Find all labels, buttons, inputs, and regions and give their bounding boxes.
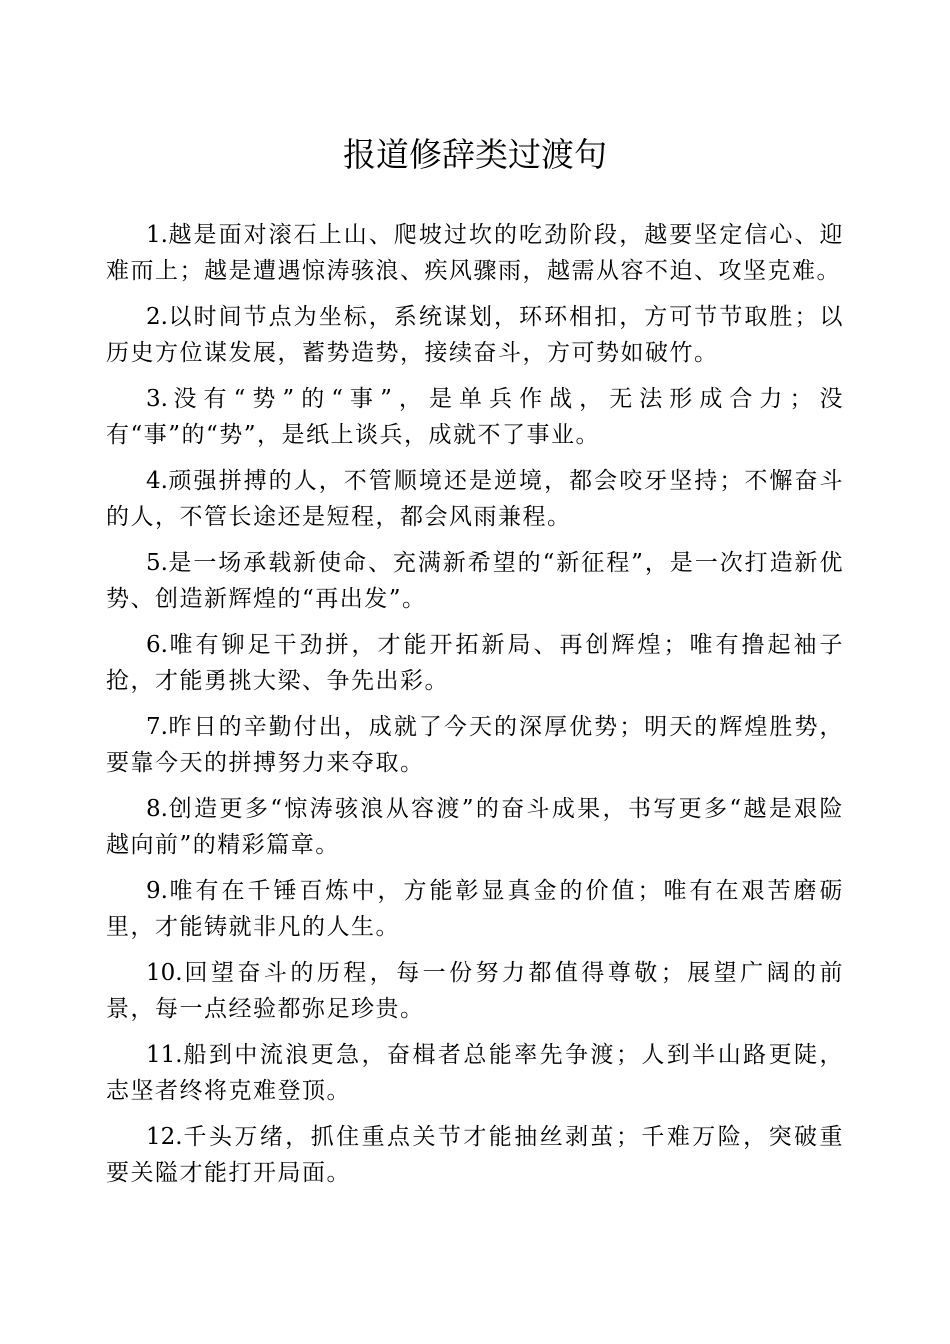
list-item (106, 709, 844, 781)
item-number: 7. (146, 714, 168, 740)
item-number: 9. (146, 878, 168, 904)
item-number: 4. (146, 468, 168, 494)
item-number: 11. (146, 1042, 183, 1068)
item-number: 10. (146, 960, 183, 986)
item-text: 唯有在千锤百炼中，方能彰显真金的价值；唯有在艰苦磨砺里，才能铸就非凡的人生。 (106, 878, 844, 940)
item-number: 1. (146, 222, 168, 248)
list-item (106, 1037, 844, 1109)
item-number: 6. (146, 632, 168, 658)
item-text: 越是面对滚石上山、爬坡过坎的吃劲阶段，越要坚定信心、迎难而上；越是遭遇惊涛骇浪、疾风骤雨，越需从容不迫、攻坚克难。 (106, 222, 844, 284)
item-text: 回望奋斗的历程，每一份努力都值得尊敬；展望广阔的前景，每一点经验都弥足珍贵。 (106, 960, 844, 1022)
list-item (106, 791, 844, 863)
list-item (106, 1119, 844, 1191)
item-text: 创造更多“惊涛骇浪从容渡”的奋斗成果，书写更多“越是艰险越向前”的精彩篇章。 (106, 796, 844, 858)
list-item (106, 299, 844, 371)
list-item (106, 463, 844, 535)
page-title: 报道修辞类过渡句 (343, 135, 607, 174)
list-item (106, 381, 844, 453)
item-text: 船到中流浪更急，奋楫者总能率先争渡；人到半山路更陡，志坚者终将克难登顶。 (106, 1042, 844, 1104)
item-number: 5. (146, 550, 168, 576)
list-item (106, 627, 844, 699)
item-text: 以时间节点为坐标，系统谋划，环环相扣，方可节节取胜；以历史方位谋发展，蓄势造势，接续奋斗，方可势如破竹。 (106, 304, 844, 366)
list-item (106, 955, 844, 1027)
item-number: 3. (146, 386, 168, 412)
item-text: 没有“势”的“事”，是单兵作战，无法形成合力；没有“事”的“势”，是纸上谈兵，成就不了事业。 (106, 386, 844, 448)
list-item (106, 545, 844, 617)
item-text: 千头万绪，抓住重点关节才能抽丝剥茧；千难万险，突破重要关隘才能打开局面。 (106, 1124, 844, 1186)
item-text: 昨日的辛勤付出，成就了今天的深厚优势；明天的辉煌胜势，要靠今天的拼搏努力来夺取。 (106, 714, 844, 776)
item-number: 2. (146, 304, 168, 330)
item-number: 8. (146, 796, 168, 822)
item-text: 顽强拼搏的人，不管顺境还是逆境，都会咬牙坚持；不懈奋斗的人，不管长途还是短程，都会风雨兼程。 (106, 468, 844, 530)
list-item (106, 217, 844, 289)
item-text: 是一场承载新使命、充满新希望的“新征程”，是一次打造新优势、创造新辉煌的“再出发”。 (106, 550, 844, 612)
item-text: 唯有铆足干劲拼，才能开拓新局、再创辉煌；唯有撸起袖子抢，才能勇挑大梁、争先出彩。 (106, 632, 844, 694)
item-number: 12. (146, 1124, 183, 1150)
list-item (106, 873, 844, 945)
